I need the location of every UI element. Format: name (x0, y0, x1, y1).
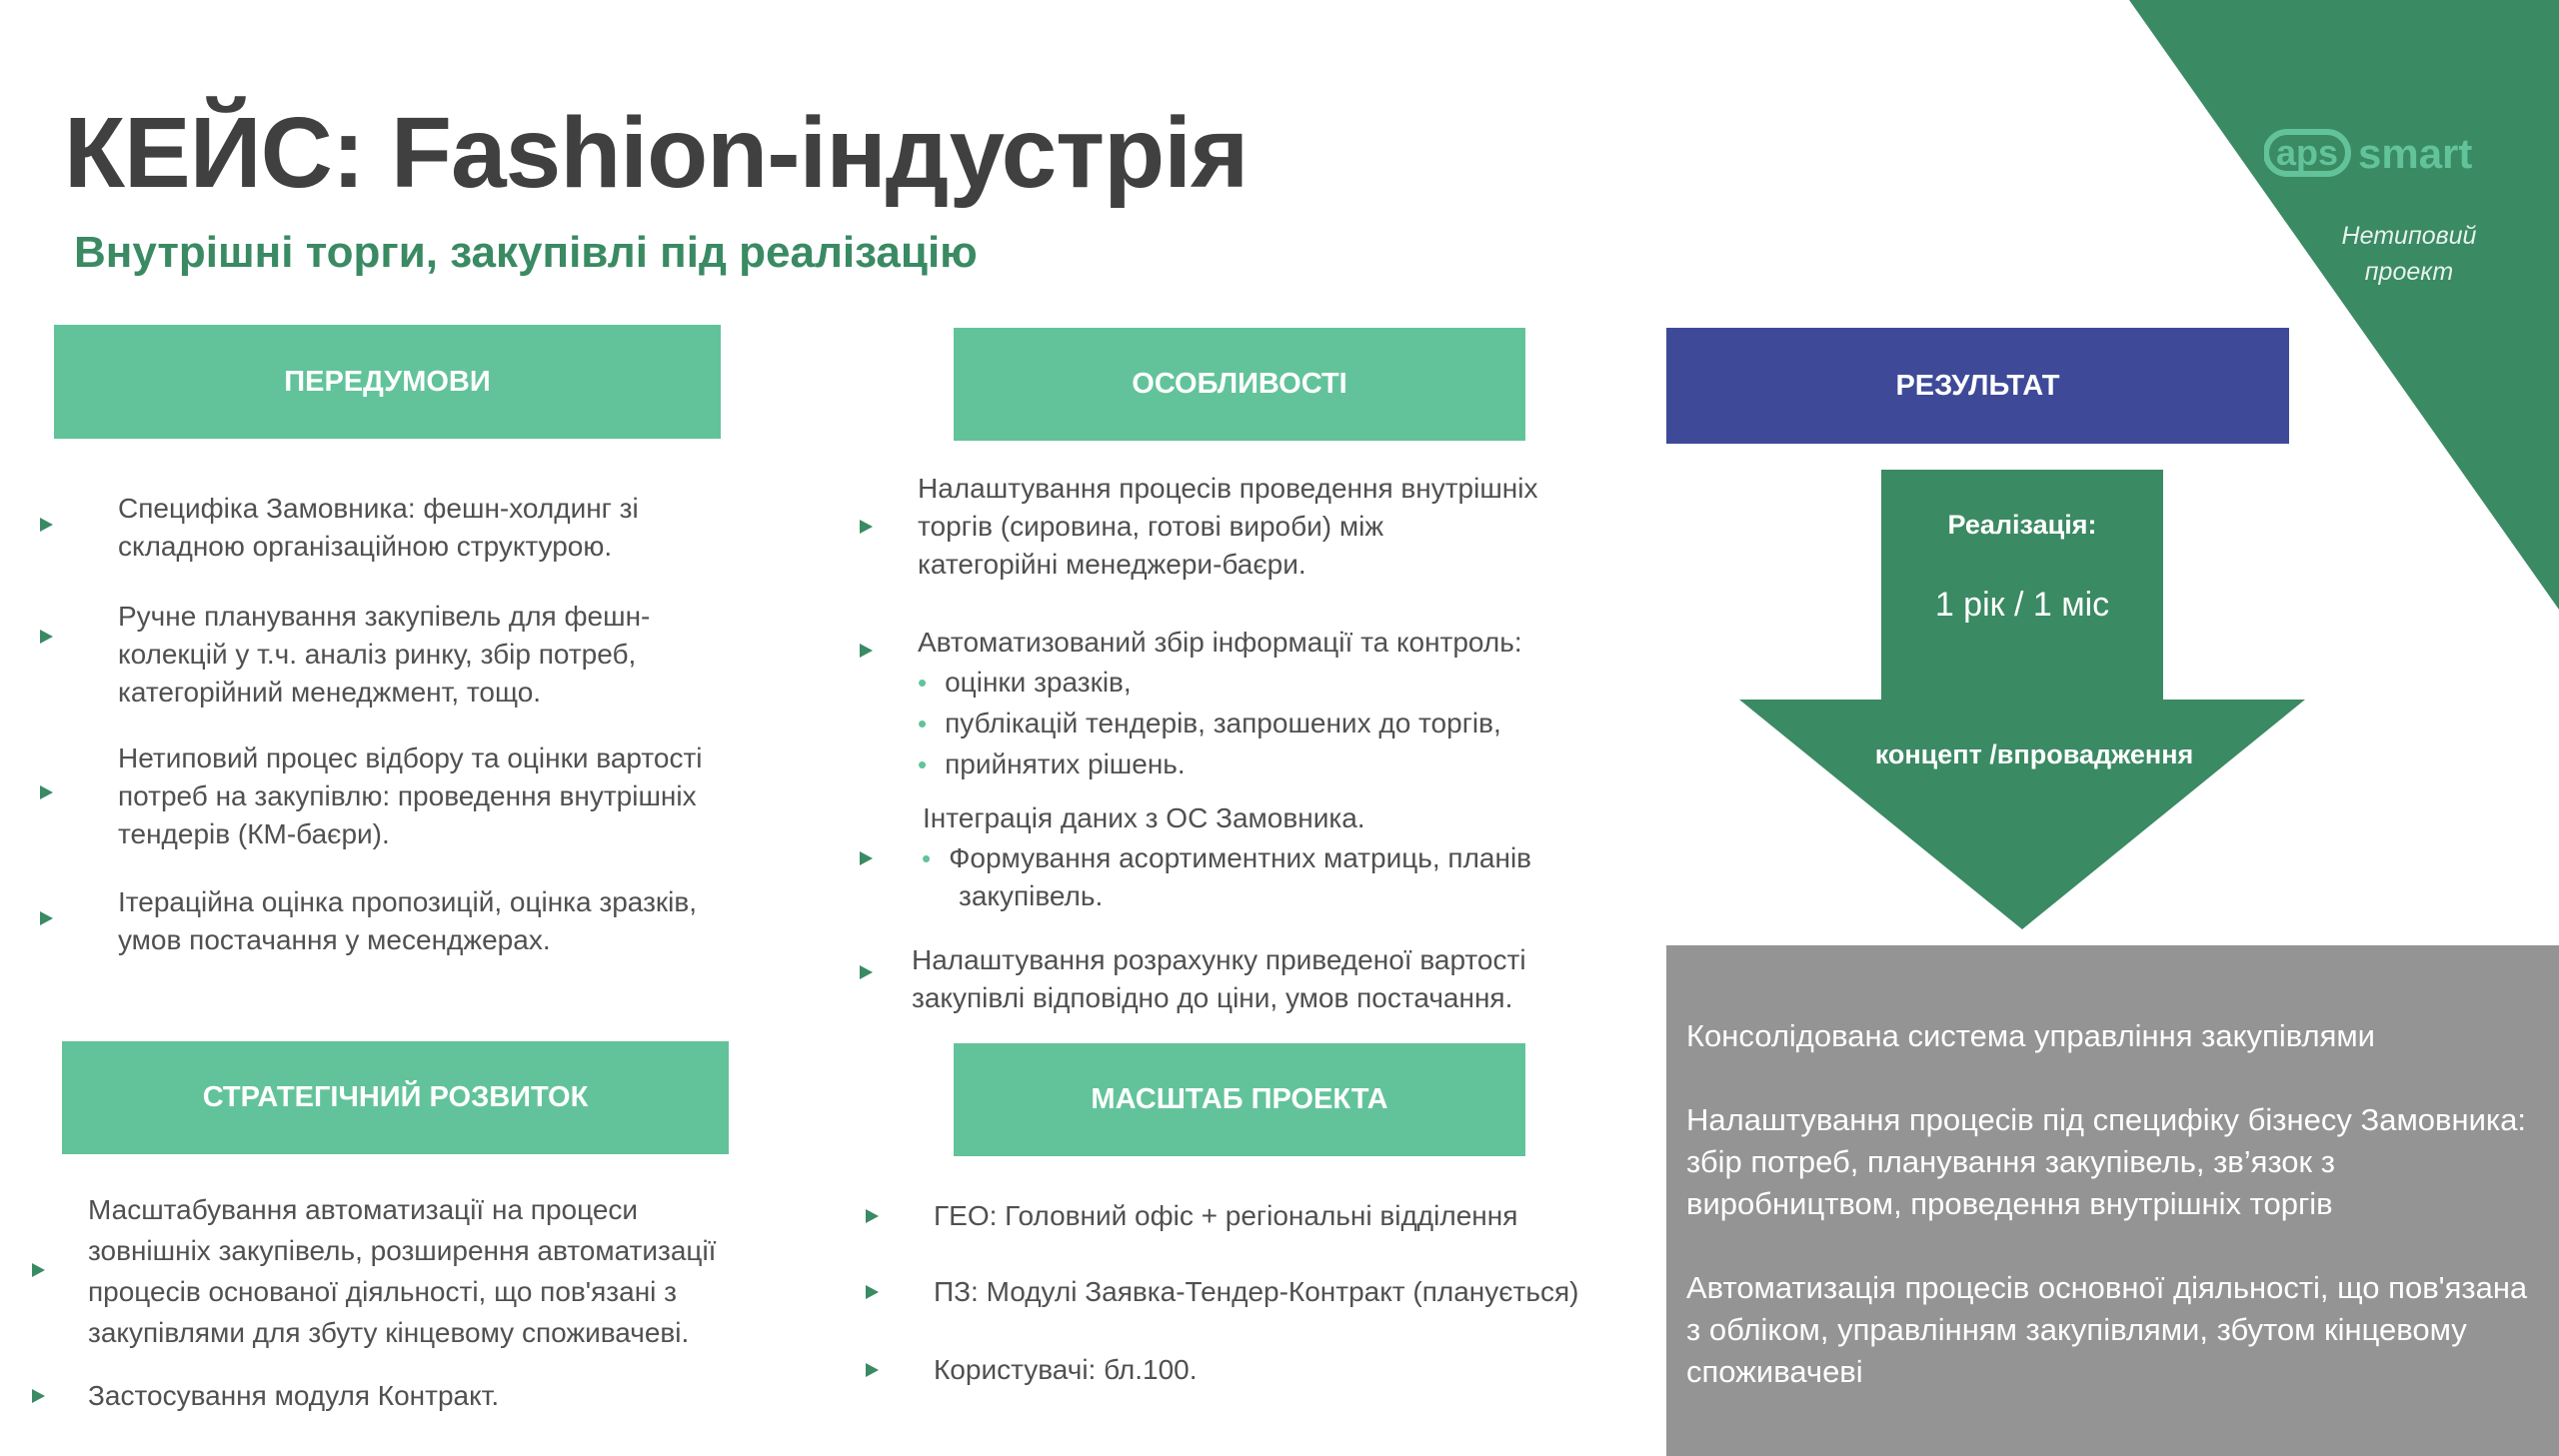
bullet-dot-icon: • (918, 749, 928, 779)
bullet-arrow-icon (40, 785, 53, 799)
sub-item: закупівель. (959, 880, 1104, 911)
result-line: збір потреб, планування закупівель, зв’язок з (1686, 1144, 2335, 1179)
result-line: споживачеві (1686, 1354, 1863, 1389)
bullet-arrow-icon (866, 1285, 879, 1299)
bullet-dot-icon: • (922, 843, 932, 873)
logo-smart-text: smart (2358, 130, 2473, 177)
result-line: Автоматизація процесів основної діяльності, що пов'язана (1686, 1270, 2528, 1305)
sub-item-text: прийнятих рішень. (945, 748, 1186, 779)
item-line: Налаштування процесів проведення внутрішніх (918, 473, 1538, 504)
implementation-value: 1 рік / 1 міс (1934, 586, 2110, 624)
sub-item-text: Формування асортиментних матриць, планів (949, 842, 1532, 873)
bullet-arrow-icon (40, 518, 53, 532)
result-line: з обліком, управлінням закупівлями, збутом кінцевому (1686, 1312, 2467, 1347)
item-line: ПЗ: Модулі Заявка-Тендер-Контракт (планується) (934, 1276, 1579, 1307)
features-header (954, 328, 1525, 441)
item-line: закупівлі відповідно до ціни, умов постачання. (912, 982, 1513, 1013)
sub-item (918, 745, 1637, 786)
implementation-phase: концепт /впровадження (1874, 739, 2194, 769)
prerequisites-header-label: ПЕРЕДУМОВИ (284, 365, 491, 398)
result-line: виробництвом, проведення внутрішніх торгів (1686, 1186, 2333, 1221)
bullet-arrow-icon (32, 1389, 45, 1403)
item-line: торгів (сировина, готові вироби) між (918, 511, 1384, 542)
bullet-arrow-icon (860, 520, 873, 534)
item-line: Користувачі: бл.100. (934, 1354, 1198, 1385)
item-line: Нетиповий процес відбору та оцінки вартості (118, 742, 703, 773)
bullet-arrow-icon (866, 1363, 879, 1377)
strategy-header (62, 1041, 729, 1154)
item-line: процесів основаної діяльності, що пов'язані з (88, 1276, 677, 1307)
item-line: Інтеграція даних з ОС Замовника. (923, 802, 1365, 833)
bullet-arrow-icon (860, 851, 873, 865)
brand-tagline (2299, 218, 2519, 290)
bullet-dot-icon: • (918, 709, 928, 738)
bullet-arrow-icon (40, 630, 53, 644)
item-line: Специфіка Замовника: фешн-холдинг зі (118, 493, 639, 524)
item-line: Налаштування розрахунку приведеної вартості (912, 944, 1526, 975)
result-header-label: РЕЗУЛЬТАТ (1895, 369, 2060, 402)
item-line: Масштабування автоматизації на процеси (88, 1194, 639, 1225)
item-line: категорійні менеджери-баєри. (918, 549, 1306, 580)
item-line: Ітераційна оцінка пропозицій, оцінка зразків, (118, 886, 698, 917)
sub-item (918, 664, 1637, 705)
item-line: колекцій у т.ч. аналіз ринку, збір потреб, (118, 639, 637, 670)
bullet-arrow-icon (32, 1263, 45, 1277)
implementation-label: Реалізація: (1947, 510, 2097, 540)
scale-header (954, 1043, 1525, 1156)
item-line: складною організаційною структурою. (118, 531, 613, 562)
scale-header-label: МАСШТАБ ПРОЕКТА (1091, 1083, 1388, 1115)
bullet-arrow-icon (860, 965, 873, 979)
sub-item (922, 839, 1641, 877)
bullet-arrow-icon (860, 644, 873, 658)
prerequisites-header (54, 325, 721, 439)
item-line: Автоматизований збір інформації та контроль: (918, 627, 1522, 658)
bullet-arrow-icon (866, 1209, 879, 1223)
result-header (1666, 328, 2289, 444)
item-line: закупівлями для збуту кінцевому споживачеві. (88, 1317, 690, 1348)
item-line: Ручне планування закупівель для фешн- (118, 601, 651, 632)
tagline-line1: Нетиповий (2341, 222, 2477, 250)
page-title: КЕЙС: Fashion-індустрія (64, 97, 1249, 209)
result-box (1666, 945, 2559, 1456)
strategy-header-label: СТРАТЕГІЧНИЙ РОЗВИТОК (202, 1081, 589, 1113)
item-line: категорійний менеджмент, тощо. (118, 677, 542, 708)
result-line: Консолідована система управління закупівлями (1686, 1018, 2375, 1053)
sub-item-text: оцінки зразків, (945, 667, 1132, 698)
item-line: умов постачання у месенджерах. (118, 924, 551, 955)
tagline-line2: проект (2364, 258, 2454, 286)
bullet-dot-icon: • (918, 668, 928, 698)
result-line: Налаштування процесів під специфіку бізнесу Замовника: (1686, 1102, 2526, 1137)
item-line: ГЕО: Головний офіс + регіональні відділення (934, 1200, 1518, 1231)
logo-aps-text: aps (2275, 132, 2339, 173)
page-subtitle: Внутрішні торги, закупівлі під реалізацію (74, 228, 978, 277)
item-line: тендерів (КМ-баєри). (118, 818, 390, 849)
item-line: потреб на закупівлю: проведення внутрішніх (118, 780, 697, 811)
item-line: Застосування модуля Контракт. (88, 1380, 500, 1411)
sub-item-text: публікацій тендерів, запрошених до торгів, (945, 708, 1501, 738)
item-line: зовнішніх закупівель, розширення автоматизації (88, 1235, 717, 1266)
sub-item (918, 705, 1637, 745)
brand-logo (2264, 122, 2504, 182)
features-header-label: ОСОБЛИВОСТІ (1132, 368, 1347, 400)
bullet-arrow-icon (40, 911, 53, 925)
